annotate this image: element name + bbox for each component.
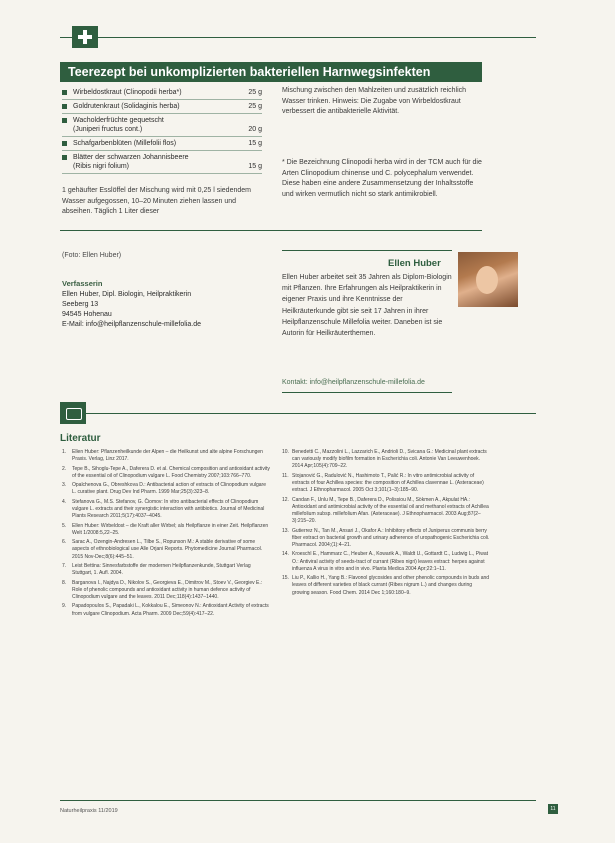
reference-item: 12. Candan F., Unlu M., Tepe B., Daferera D., Polissiou M., Sökmen A., Akpulat HA.: Antioxidant and antimicrobial activity of the essential oil and methanol extracts of Achillea millefolium subsp. millefolium Afan. (Asteraceae). J Ethnopharmacol. 2003 Aug;87(2–3):215–20. <box>282 496 489 525</box>
ingredient-name: Blätter der schwarzen Johannisbeere <box>73 154 189 161</box>
bio-bottom-rule <box>282 392 452 393</box>
ingredient-item <box>62 137 262 151</box>
ingredient-qty: 15 g <box>248 163 262 170</box>
ingredient-item <box>62 100 262 114</box>
literature-list-right <box>282 449 490 599</box>
header-rule <box>60 37 536 38</box>
address-line: Ellen Huber, Dipl. Biologin, Heilpraktikerin <box>62 291 192 298</box>
reference-item: 3. Opalchenova G., Obreshkova D.: Antibacterial action of extracts of Clinopodium vulgare L. curative plant. Drug Dev Ind Pharm. 1999 Mar;25(3):323–8. <box>62 482 266 496</box>
reference-item: 1. Ellen Huber: Pflanzenheilkunde der Alpen – die Heilkunst und alte alpine Forschungen Praxis. Verlag, Linz 2017. <box>62 449 263 463</box>
photo-credit: (Foto: Ellen Huber) <box>62 252 122 259</box>
reference-item: 7. Leist Bettina: Sinnesfarbstoffe der modernen Heilpflanzenkunde, Stuttgart Verlag Stuttgart, 1. Aufl. 2004. <box>62 562 251 577</box>
reference-item: 10. Benedetti C., Mazzolini L., Lazzarich E., Andrioli D., Svicana G.: Medicinal plant extracts can variously modify biofilm formation in Escherichia coli. Antonie Van Leeuwenhoek. 2014 Apr;105(4):709–22. <box>282 449 487 470</box>
ingredient-name: Wacholderfrüchte gequetscht <box>73 117 164 124</box>
reference-item: 13. Gutierrez N., Tan M., Ansari J., Okafor A.: Inhibitory effects of Juniperus communis berry fiber extract on bacterial growth and urinary adherence of uropathogenic Escherichia coli. Pharmacol. 2004;(1):4–21. <box>282 527 490 548</box>
ingredient-latin: (Juniperi fructus cont.) <box>73 126 143 133</box>
author-contact[interactable]: Kontakt: info@heilpflanzenschule-millefolia.de <box>282 379 425 386</box>
reference-item: 4. Stefanova G., M.S. Stefanov, G. Čiomov: In vitro antibacterial effects of Clinopodium vulgare L. extracts and their synergistic interaction with antibiotics. Journal of Medicinal Plants Research 2011;5(17):4037–4045. <box>62 498 265 520</box>
literature-rule <box>60 413 536 414</box>
ingredient-qty: 20 g <box>248 126 262 133</box>
address-line: Seeberg 13 <box>62 301 99 308</box>
reference-item: 6. Sarac A., Ozengin-Andresen L., Tilbe S., Ropunson M.: A stable derivative of some aspects of ethnobiological use Alle Orjani Reports. Phytomedicine Journal Pharmacol. 2015 Nov-Dec;8(6):445–51. <box>62 539 263 560</box>
recipe-bottom-rule <box>60 230 482 231</box>
ingredient-latin: (Ribis nigri folium) <box>73 163 130 170</box>
reference-item: 9. Papadopoulos S., Papadaki L., Kokkalou E., Simeonov N.: Antioxidant Activity of extracts from vulgare Clinopodium. Acta Pharm. 2009 Dec;59(4):417–22. <box>62 603 269 617</box>
reference-item: 2. Tepe B., Sihoglu-Tepe A., Daferera D. et al. Chemical composition and antioxidant activity of the essential oil of Clinopodium vulgare L. Food Chemistry 2007;103:766–770. <box>62 465 270 479</box>
literature-title: Literatur <box>60 433 101 444</box>
ingredient-qty: 25 g <box>248 89 262 96</box>
ingredient-name: Goldrutenkraut (Solidaginis herba) <box>73 103 180 110</box>
author-address <box>62 290 201 330</box>
ingredient-item <box>62 86 262 100</box>
ingredient-item <box>62 151 262 174</box>
recipe-title: Teerezept bei unkomplizierten bakteriellen Harnwegsinfekten <box>60 62 482 82</box>
ingredient-qty: 15 g <box>248 140 262 147</box>
medical-cross-icon <box>72 26 98 48</box>
recipe-instructions: 1 gehäufter Esslöffel der Mischung wird mit 0,25 l siedendem Wasser aufgegossen, 10–20 Minuten ziehen lassen und abseihen. Täglich 1 Liter dieser <box>62 187 251 215</box>
journal-footer: Naturheilpraxis 11/2019 <box>60 808 118 814</box>
literature-list-left <box>62 449 270 620</box>
ingredient-name: Schafgarbenblüten (Millefolii flos) <box>73 140 177 147</box>
author-bio: Ellen Huber arbeitet seit 35 Jahren als Diplom-Biologin mit Pflanzen. Ihre Erfahrungen als Heilpraktikerin in eigener Praxis und ihre Kenntnisse der Heilkräuterkunde gibt sie seit 17 Jahren in ihrer Heilpflanzenschule Millefolia weiter. Daneben ist sie Autorin für Heilkräuterthemen. <box>282 274 452 338</box>
page-number: 11 <box>548 804 558 814</box>
author-name: Ellen Huber <box>388 258 441 269</box>
bio-top-rule <box>282 250 452 251</box>
reference-item: 8. Barganova I., Najdya D., Nikolov S., Georgieva E., Dimitrov M., Stoev V., Georgiev E.: Role of phenolic compounds and antioxidant activity in human defence activity of Clinopodium vulgare and the leaves. 2011 Dec;118(4):1437–1440. <box>62 579 263 600</box>
reference-item: 5. Ellen Huber: Wirbeldost – die Kraft aller Wirbel; als Heilpflanze in einer Zeit. Heilpflanzen Welt 1/2008:5,22–25. <box>62 522 269 536</box>
author-photo <box>458 252 518 307</box>
ingredient-item <box>62 114 262 137</box>
book-icon <box>60 402 86 424</box>
recipe-footnote: * Die Bezeichnung Clinopodii herba wird in der TCM auch für die Arten Clinopodium chinense und C. polycephalum verwendet. Diese haben eine andere Zusammensetzung der Inhaltsstoffe und wirken vermutlich nicht so stark antimikrobiell. <box>282 159 482 198</box>
ingredient-list <box>62 86 262 174</box>
ingredient-name: Wirbeldostkraut (Clinopodii herba*) <box>73 89 182 96</box>
reference-item: 11. Stojanović G., Radulović N., Hashimoto T., Palić R.: In vitro antimicrobial activity of extracts of four Achillea species: the composition of Achillea clavennae L. (Asteraceae) extract. J Ethnopharmacol. 2005 Oct 3;101(1–3):185–90. <box>282 472 484 494</box>
reference-item: 15. Liu P., Kallio H., Yang B.: Flavonol glycosides and other phenolic compounds in buds and leaves of different varieties of black currant (Ribes nigrum L.) and changes during growing season. Food Chem. 2014 Dec 1;160:180–9. <box>282 575 490 596</box>
ingredient-qty: 25 g <box>248 103 262 110</box>
face-shape <box>476 266 498 294</box>
email-link[interactable]: E-Mail: info@heilpflanzenschule-millefolia.de <box>62 321 202 328</box>
author-heading: Verfasserin <box>62 279 103 288</box>
address-line: 94545 Hohenau <box>62 311 112 318</box>
recipe-continuation: Mischung zwischen den Mahlzeiten und zusätzlich reichlich Wasser trinken. Hinweis: Die Zugabe von Wirbeldostkraut verbessert die antibakterielle Aktivität. <box>282 87 467 115</box>
footer-rule <box>60 800 536 801</box>
reference-item: 14. Kroeschl E., Hammarz C., Heuber A., Kowarik A., Waldt U., Gottardt C., Ludwig L., Piwat O.: Antiviral activity of seeds-tract of currant (Ribes nigri) leaves extract: herpes against influenza A virus in vitro and in vivo. Planta Medica 2004 Apr;22:1–11. <box>282 551 488 572</box>
